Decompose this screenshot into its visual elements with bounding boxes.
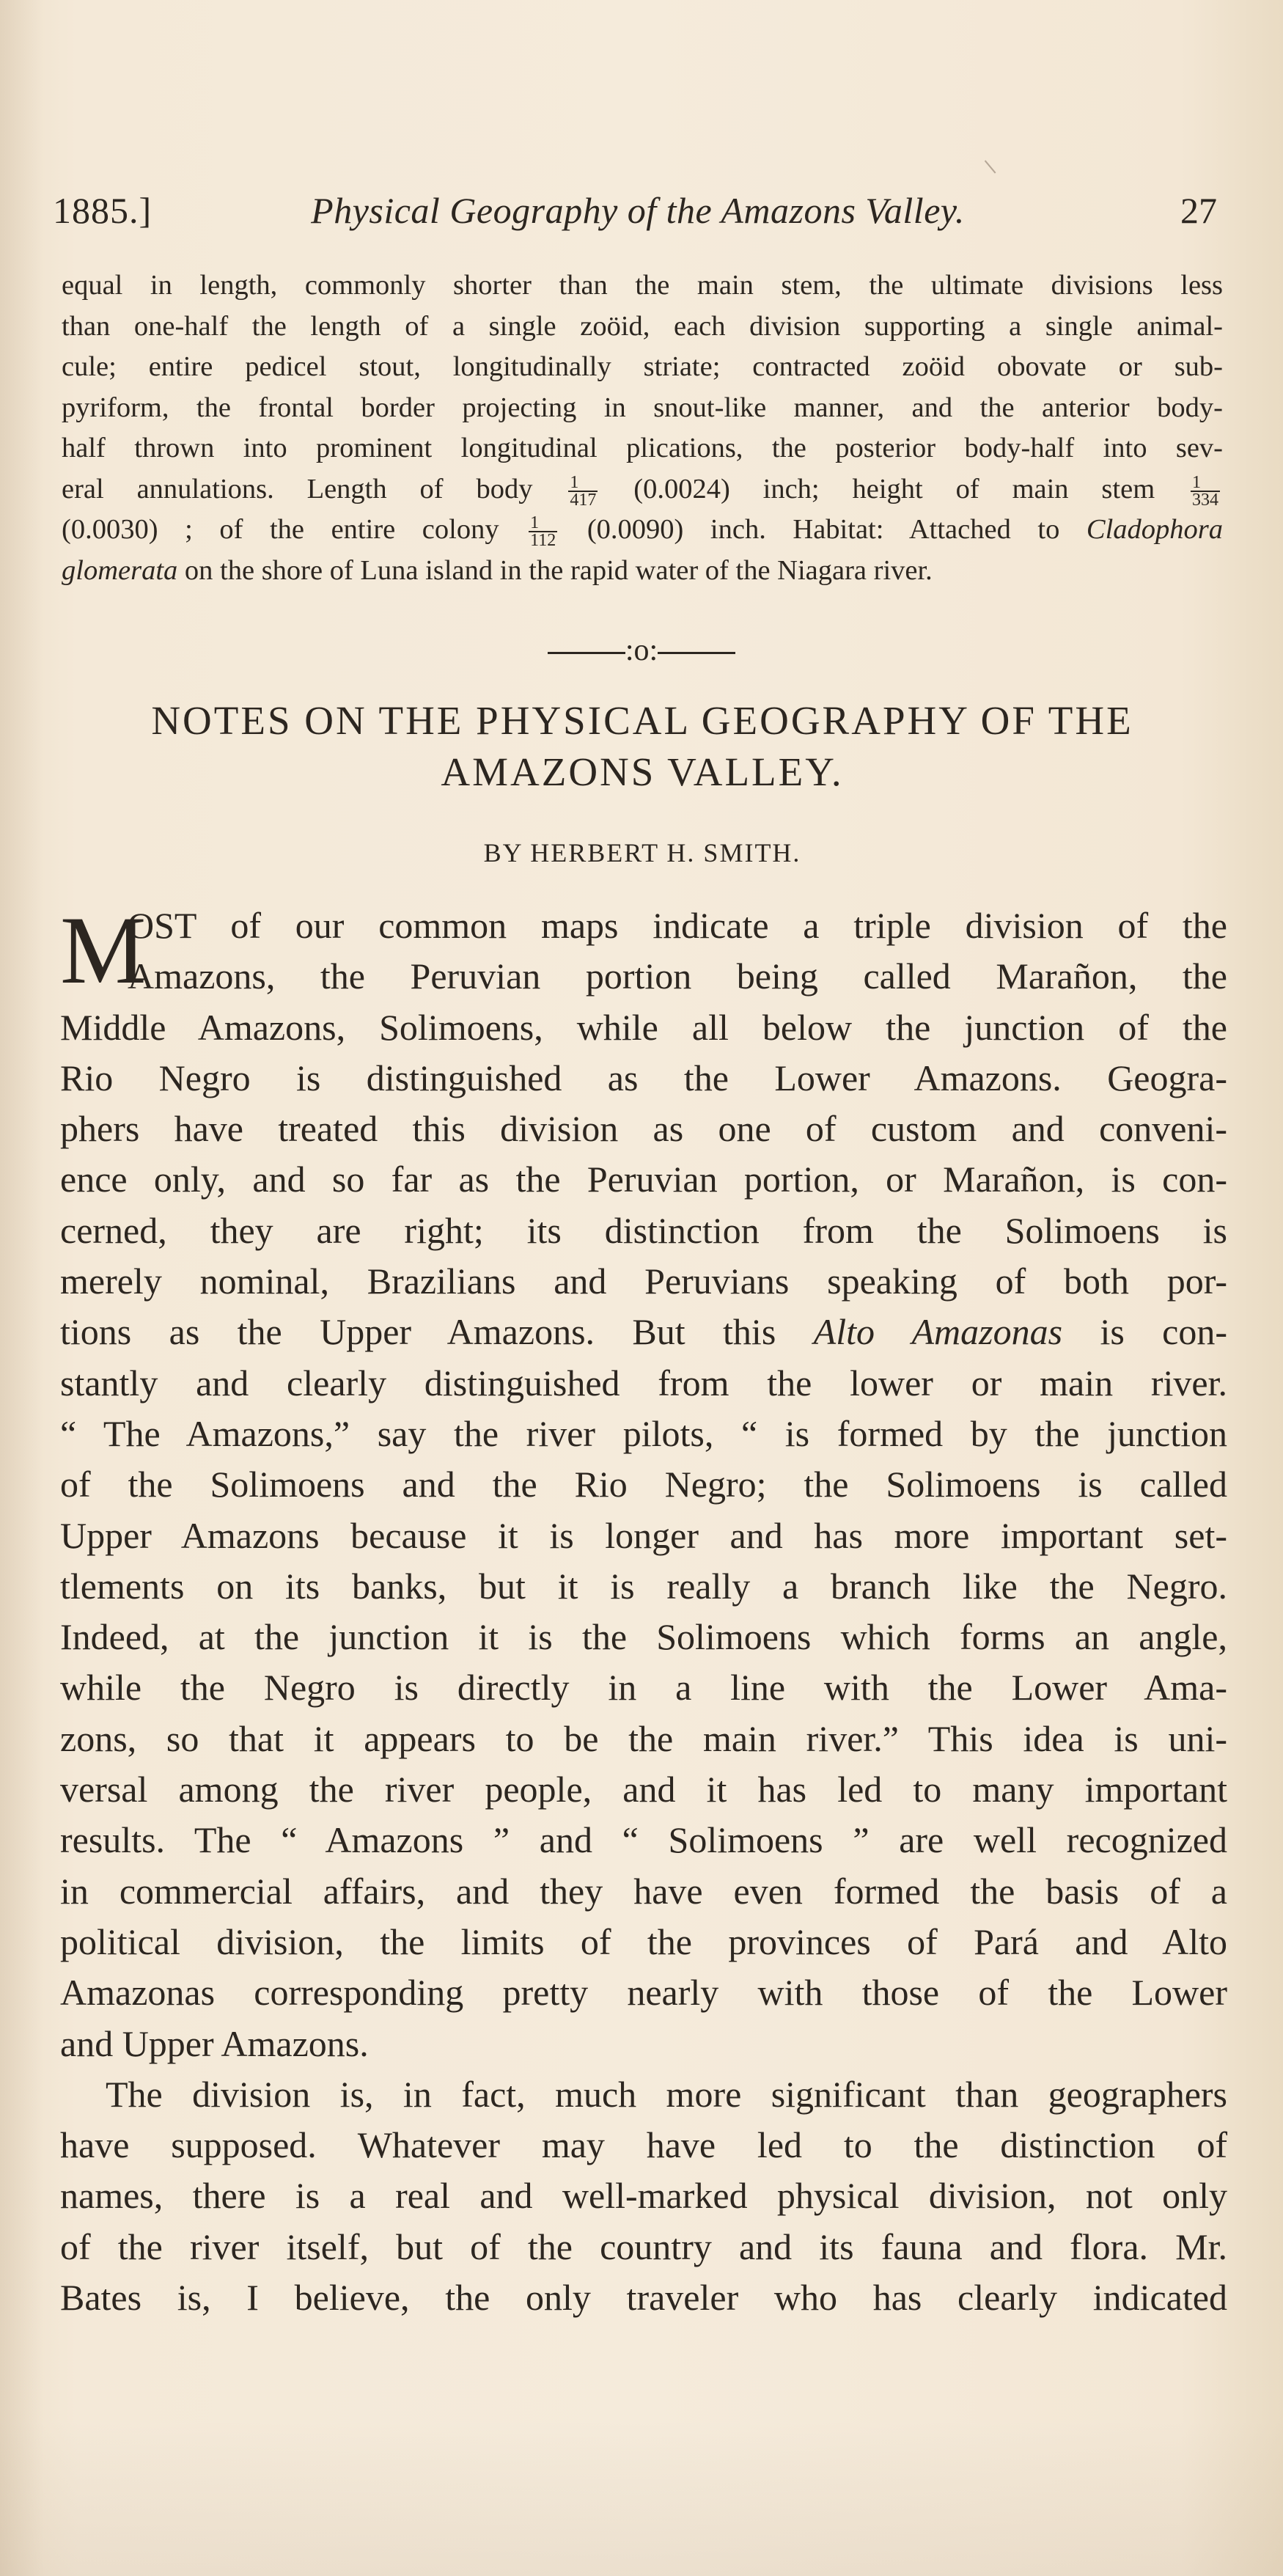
- text-line: zons, so that it appears to be the main river.” This idea is uni-: [60, 1717, 1227, 1759]
- article-body: [60, 896, 1228, 2323]
- text-segment: eral annulations. Length of body: [62, 473, 533, 504]
- paragraph-last-line: and Upper Amazons.: [60, 2022, 369, 2064]
- text-line-alto-amazonas: [60, 1307, 1227, 1357]
- article-byline: BY HERBERT H. SMITH.: [483, 838, 801, 867]
- fraction-denominator: 417: [570, 490, 597, 510]
- article-title-line: NOTES ON THE PHYSICAL GEOGRAPHY OF THE: [151, 698, 1133, 743]
- text-line: Amazons, the Peruvian portion being called Marañon, the: [128, 955, 1227, 997]
- italic-genus-name: Cladophora: [1086, 514, 1224, 545]
- continued-species-description: [62, 265, 1223, 591]
- text-line: Amazonas corresponding pretty nearly with those of the Lower: [60, 1972, 1227, 2014]
- text-segment: (0.0090) inch. Habitat: Attached to: [587, 514, 1060, 545]
- ornament-glyph: :o:: [625, 634, 658, 667]
- fraction-numerator: 1: [529, 515, 557, 532]
- text-line: Indeed, at the junction it is the Solimoens which forms an angle,: [60, 1616, 1227, 1658]
- article-title-line: AMAZONS VALLEY.: [441, 749, 844, 794]
- fraction-numerator: 1: [1191, 474, 1220, 492]
- text-line-habitat: [62, 551, 1223, 592]
- text-line: cerned, they are right; its distinction from the Solimoens is: [60, 1209, 1227, 1251]
- text-segment: on the shore of Luna island in the rapid water of the Niagara river.: [184, 554, 933, 586]
- text-line-colony: [62, 510, 1223, 551]
- paragraph-first-line: The division is, in fact, much more significant than geographers: [106, 2073, 1227, 2115]
- text-line: merely nominal, Brazilians and Peruvians speaking of both por-: [60, 1261, 1227, 1302]
- text-line: than one-half the length of a single zoöid, each division supporting a single animal-: [62, 310, 1223, 342]
- text-line: versal among the river people, and it has led to many important: [60, 1769, 1227, 1810]
- text-line: political division, the limits of the provinces of Pará and Alto: [60, 1920, 1227, 1962]
- fraction: [1191, 474, 1220, 508]
- text-line: of the Solimoens and the Rio Negro; the Solimoens is called: [60, 1464, 1227, 1505]
- text-line: of the river itself, but of the country and its fauna and flora. Mr.: [60, 2225, 1227, 2267]
- text-line: pyriform, the frontal border projecting in snout-like manner, and the anterior body-: [62, 392, 1223, 423]
- drop-cap: M: [60, 896, 147, 1004]
- running-head-year: 1885.]: [53, 190, 152, 231]
- running-head: [53, 185, 1223, 236]
- italic-species-name: glomerata: [62, 554, 178, 586]
- fraction-denominator: 334: [1192, 490, 1219, 510]
- text-line: Middle Amazons, Solimoens, while all below the junction of the: [60, 1006, 1227, 1048]
- text-line: half thrown into prominent longitudinal plications, the posterior body-half into sev-: [62, 433, 1223, 463]
- running-head-title: Physical Geography of the Amazons Valley.: [311, 190, 965, 231]
- text-segment: tions as the Upper Amazons. But this: [60, 1311, 776, 1353]
- text-line: while the Negro is directly in a line with the Lower Ama-: [60, 1667, 1227, 1709]
- text-line: “ The Amazons,” say the river pilots, “ is formed by the junction: [60, 1412, 1227, 1454]
- text-line: phers have treated this division as one of custom and conveni-: [60, 1108, 1227, 1150]
- text-line: tlements on its banks, but it is really a branch like the Negro.: [60, 1565, 1227, 1607]
- fraction-numerator: 1: [568, 474, 598, 492]
- section-ornament: [0, 632, 1283, 669]
- article-title: [62, 695, 1223, 798]
- text-line: Rio Negro is distinguished as the Lower Amazons. Geogra-: [60, 1057, 1227, 1098]
- page-number: 27: [1180, 190, 1217, 231]
- text-line: cule; entire pedicel stout, longitudinally striate; contracted zoöid obovate or sub-: [62, 351, 1223, 382]
- text-line: results. The “ Amazons ” and “ Solimoens ” are well recognized: [60, 1819, 1227, 1861]
- text-line: names, there is a real and well-marked physical division, not only: [60, 2175, 1227, 2217]
- fraction: [529, 513, 557, 551]
- italic-term: Alto Amazonas: [813, 1311, 1063, 1353]
- text-segment: OST of our common maps indicate a triple division of the: [128, 905, 1227, 946]
- text-line: have supposed. Whatever may have led to the distinction of: [60, 2124, 1227, 2166]
- text-segment: is con-: [1100, 1311, 1228, 1353]
- ornament-rule-left: [548, 652, 625, 654]
- text-line: stantly and clearly distinguished from the lower or main river.: [60, 1362, 1227, 1403]
- text-line: Bates is, I believe, the only traveler who has clearly indicated: [60, 2277, 1227, 2319]
- text-line: ence only, and so far as the Peruvian portion, or Marañon, is con-: [60, 1159, 1227, 1200]
- text-line: in commercial affairs, and they have even formed the basis of a: [60, 1870, 1227, 1912]
- text-line: Upper Amazons because it is longer and has more important set-: [60, 1514, 1227, 1556]
- text-line-measurements: [62, 469, 1223, 510]
- ornament-rule-right: [658, 652, 735, 654]
- fraction-denominator: 112: [530, 531, 556, 551]
- fraction: [568, 474, 598, 508]
- text-line: equal in length, commonly shorter than the main stem, the ultimate divisions less: [62, 270, 1223, 301]
- text-segment: (0.0024) inch; height of main stem: [633, 473, 1155, 504]
- text-segment: (0.0030) ; of the entire colony: [62, 514, 499, 545]
